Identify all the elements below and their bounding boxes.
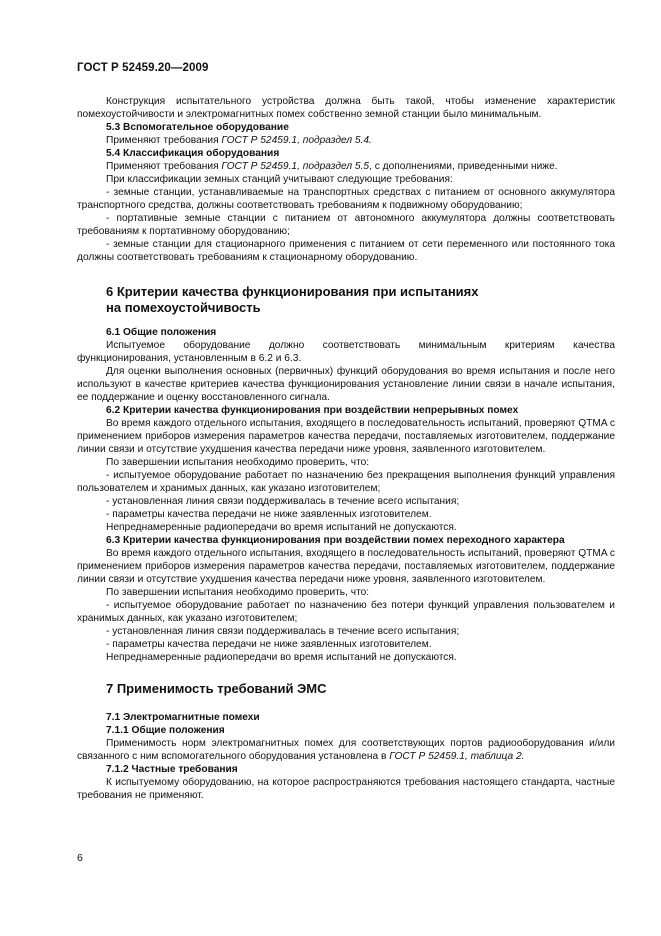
subsection-title-7-1: 7.1 Электромагнитные помехи xyxy=(106,711,260,723)
list-item: - испытуемое оборудование работает по назначению без прекращения выполнения функций управления пользователем и хранимых данных, как указано изготовителем; xyxy=(77,470,615,494)
paragraph: Для оценки выполнения основных (первичных) функций оборудования во время испытания и после него используют в качестве критериев качества функционирования установление линии связи в начале испытания, ее поддержание и оценку восстановленного сигнала. xyxy=(77,366,615,403)
page-body xyxy=(77,95,615,802)
paragraph: Во время каждого отдельного испытания, входящего в последовательность испытаний, проверяют QTMA с применением приборов измерения параметров качества передачи, поставляемых изготовителем, поддержание линии связи и отсутствие ухудшения качества передачи ниже уровня, заявленного изготовителем. xyxy=(77,548,615,585)
paragraph: Применимость норм электромагнитных помех для соответствующих портов радиооборудования и/или связанного с ним вспомогательного оборудования установлена в ГОСТ Р 52459.1, таблица 2. xyxy=(77,737,615,762)
reference: ГОСТ Р 52459.1, таблица 2. xyxy=(389,750,525,762)
paragraph: Во время каждого отдельного испытания, входящего в последовательность испытаний, проверяют QTMA с применением приборов измерения параметров качества передачи, поставляемых изготовителем, поддержание линии связи и отсутствие ухудшения качества передачи ниже уровня, заявленного изготовителем. xyxy=(77,418,615,455)
subsection-title-5-4: 5.4 Классификация оборудования xyxy=(106,148,280,159)
paragraph: Непреднамеренные радиопередачи во время испытаний не допускаются. xyxy=(106,522,457,533)
paragraph: По завершении испытания необходимо проверить, что: xyxy=(106,587,370,598)
section-title-6: 6 Критерии качества функционирования при испытаниях на помехоустойчивость xyxy=(106,284,479,315)
subsection-title-7-1-1: 7.1.1 Общие положения xyxy=(106,724,225,736)
subsection-title-6-2: 6.2 Критерии качества функционирования при воздействии непрерывных помех xyxy=(106,405,519,416)
list-item: - установленная линия связи поддерживалась в течение всего испытания; xyxy=(106,626,460,637)
subsection-title-5-3: 5.3 Вспомогательное оборудование xyxy=(106,122,289,133)
subsection-title-6-3: 6.3 Критерии качества функционирования при воздействии помех переходного характера xyxy=(106,535,565,546)
reference: ГОСТ Р 52459.1, подраздел 5.4. xyxy=(221,135,372,146)
paragraph: К испытуемому оборудованию, на которое распространяются требования настоящего стандарта, частные требования не применяют. xyxy=(77,776,615,801)
list-item: - испытуемое оборудование работает по назначению без потери функций управления пользователем и хранимых данных, как указано изготовителем; xyxy=(77,600,615,624)
subsection-title-7-1-2: 7.1.2 Частные требования xyxy=(106,763,238,775)
list-item: - земные станции, устанавливаемые на транспортных средствах с питанием от основного аккумулятора транспортного средства, должны соответствовать требованиям к подвижному оборудованию; xyxy=(77,187,615,211)
list-item: - портативные земные станции с питанием от автономного аккумулятора должны соответствовать требованиям к портативному оборудованию; xyxy=(77,213,615,237)
page-number: 6 xyxy=(77,852,83,864)
paragraph: Применяют требования ГОСТ Р 52459.1, подраздел 5.4. xyxy=(106,135,372,146)
subsection-title-6-1: 6.1 Общие положения xyxy=(106,327,217,338)
paragraph: По завершении испытания необходимо проверить, что: xyxy=(106,457,370,468)
list-item: - параметры качества передачи не ниже заявленных изготовителем. xyxy=(106,639,432,650)
reference: ГОСТ Р 52459.1, подраздел 5.5 xyxy=(221,161,370,172)
list-item: - установленная линия связи поддерживалась в течение всего испытания; xyxy=(106,496,460,507)
paragraph: Непреднамеренные радиопередачи во время испытаний не допускаются. xyxy=(106,652,457,663)
paragraph: Испытуемое оборудование должно соответствовать минимальным критериям качества функционирования, установленным в 6.2 и 6.3. xyxy=(77,340,615,364)
paragraph: При классификации земных станций учитывают следующие требования: xyxy=(106,174,453,185)
paragraph: Конструкция испытательного устройства должна быть такой, чтобы изменение характеристик помехоустойчивости и электромагнитных помех собственно земной станции было минимальным. xyxy=(77,96,615,120)
section-title-7: 7 Применимость требований ЭМС xyxy=(106,681,327,696)
list-item: - земные станции для стационарного применения с питанием от сети переменного или постоянного тока должны соответствовать требованиям к стационарному оборудованию. xyxy=(77,239,615,263)
paragraph: Применяют требования ГОСТ Р 52459.1, подраздел 5.5, с дополнениями, приведенными ниже. xyxy=(106,161,558,172)
list-item: - параметры качества передачи не ниже заявленных изготовителем. xyxy=(106,509,432,520)
document-header: ГОСТ Р 52459.20—2009 xyxy=(77,62,209,74)
